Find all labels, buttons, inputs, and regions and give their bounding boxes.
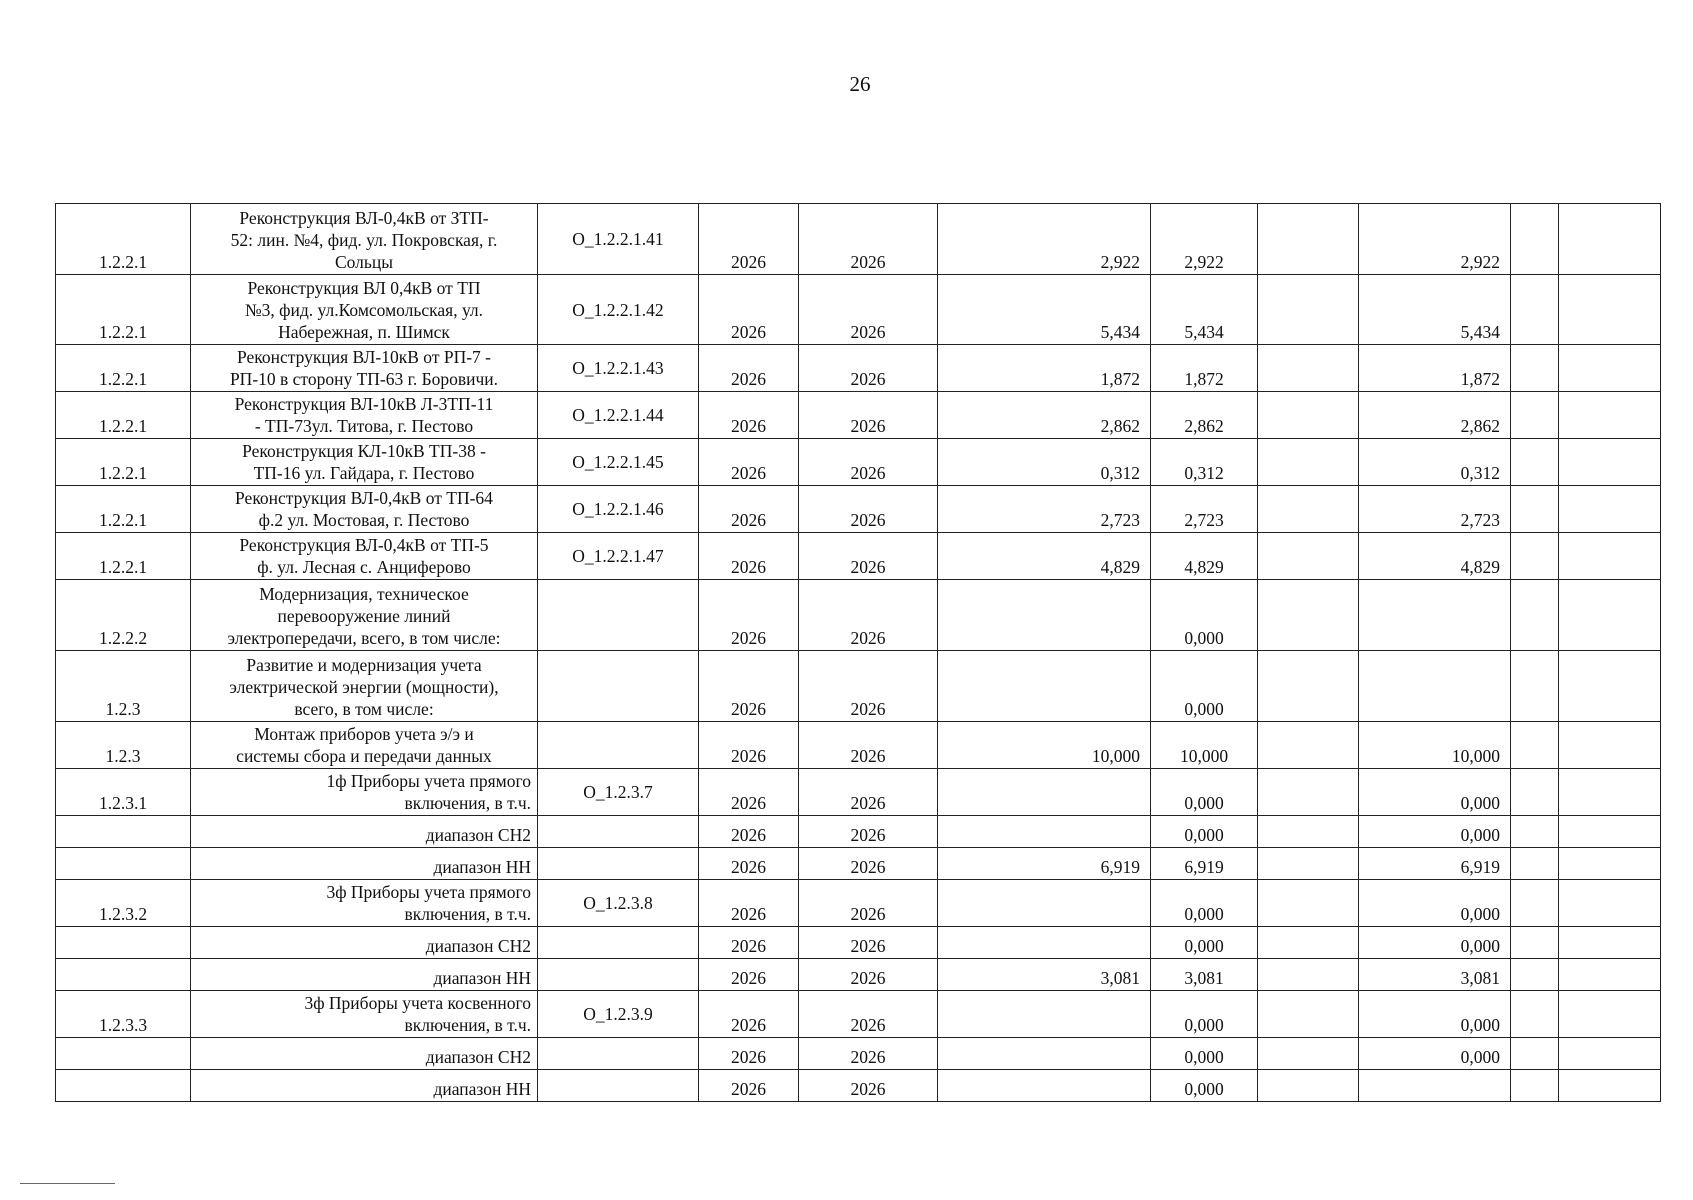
row-empty-1 [1511,580,1559,651]
row-empty-2 [1559,580,1661,651]
table-row [56,439,1661,486]
row-empty-2 [1559,880,1661,927]
row-code: 1.2.2.1 [56,486,191,533]
row-name: диапазон НН [191,1070,538,1102]
row-value-3 [1258,533,1359,580]
table-row [56,959,1661,991]
row-identifier: О_1.2.2.1.45 [538,439,699,486]
row-value-1 [938,580,1151,651]
row-value-1: 2,922 [938,204,1151,275]
row-value-4: 2,922 [1359,204,1511,275]
row-code: 1.2.2.1 [56,345,191,392]
row-empty-2 [1559,769,1661,816]
row-value-1: 1,872 [938,345,1151,392]
row-empty-1 [1511,1070,1559,1102]
row-start-year: 2026 [699,1038,799,1070]
row-end-year: 2026 [799,880,938,927]
row-value-2: 2,723 [1151,486,1258,533]
row-identifier: О_1.2.3.8 [538,880,699,927]
row-value-2: 4,829 [1151,533,1258,580]
row-end-year: 2026 [799,1038,938,1070]
row-code: 1.2.2.1 [56,533,191,580]
row-name: Реконструкция ВЛ-0,4кВ от ЗТП- 52: лин. №4, фид. ул. Покровская, г. Сольцы [191,204,538,275]
row-value-4 [1359,651,1511,722]
row-value-3 [1258,1038,1359,1070]
row-value-1: 2,862 [938,392,1151,439]
table-row [56,1070,1661,1102]
row-value-2: 2,922 [1151,204,1258,275]
row-value-3 [1258,1070,1359,1102]
investment-table [55,203,1661,1102]
row-value-4: 0,312 [1359,439,1511,486]
row-value-2: 0,000 [1151,651,1258,722]
row-identifier [538,580,699,651]
row-value-1: 4,829 [938,533,1151,580]
row-value-2: 0,000 [1151,769,1258,816]
row-value-3 [1258,580,1359,651]
table-row [56,580,1661,651]
row-value-2: 5,434 [1151,275,1258,345]
row-value-3 [1258,991,1359,1038]
row-start-year: 2026 [699,848,799,880]
row-end-year: 2026 [799,486,938,533]
row-name: диапазон НН [191,848,538,880]
row-start-year: 2026 [699,722,799,769]
row-start-year: 2026 [699,1070,799,1102]
row-code [56,1070,191,1102]
row-empty-2 [1559,848,1661,880]
row-code: 1.2.3 [56,651,191,722]
row-end-year: 2026 [799,275,938,345]
row-end-year: 2026 [799,392,938,439]
row-value-3 [1258,651,1359,722]
row-end-year: 2026 [799,848,938,880]
row-value-1 [938,880,1151,927]
row-code: 1.2.3.2 [56,880,191,927]
row-end-year: 2026 [799,580,938,651]
row-empty-1 [1511,769,1559,816]
row-empty-1 [1511,533,1559,580]
row-name: диапазон СН2 [191,1038,538,1070]
row-value-4: 10,000 [1359,722,1511,769]
row-empty-1 [1511,204,1559,275]
row-name: Реконструкция КЛ-10кВ ТП-38 - ТП-16 ул. Гайдара, г. Пестово [191,439,538,486]
row-code [56,927,191,959]
row-value-1 [938,816,1151,848]
row-empty-1 [1511,722,1559,769]
table-row [56,1038,1661,1070]
row-value-4: 6,919 [1359,848,1511,880]
row-value-2: 0,000 [1151,816,1258,848]
row-value-3 [1258,204,1359,275]
row-value-4: 2,862 [1359,392,1511,439]
row-value-4: 0,000 [1359,769,1511,816]
row-value-2: 1,872 [1151,345,1258,392]
row-empty-2 [1559,651,1661,722]
row-empty-2 [1559,533,1661,580]
row-end-year: 2026 [799,204,938,275]
row-identifier [538,1038,699,1070]
row-end-year: 2026 [799,651,938,722]
row-end-year: 2026 [799,345,938,392]
row-value-2: 0,000 [1151,1038,1258,1070]
row-end-year: 2026 [799,816,938,848]
row-empty-1 [1511,439,1559,486]
row-value-3 [1258,439,1359,486]
row-value-1: 2,723 [938,486,1151,533]
row-empty-2 [1559,204,1661,275]
row-value-1 [938,769,1151,816]
row-empty-2 [1559,392,1661,439]
row-empty-2 [1559,959,1661,991]
table-row [56,927,1661,959]
row-value-2: 0,000 [1151,880,1258,927]
row-name: Реконструкция ВЛ 0,4кВ от ТП №3, фид. ул.Комсомольская, ул. Набережная, п. Шимск [191,275,538,345]
table-row [56,651,1661,722]
row-empty-1 [1511,275,1559,345]
row-value-2: 6,919 [1151,848,1258,880]
row-code: 1.2.2.2 [56,580,191,651]
row-value-3 [1258,392,1359,439]
row-value-4: 3,081 [1359,959,1511,991]
row-empty-2 [1559,816,1661,848]
row-value-3 [1258,927,1359,959]
row-empty-2 [1559,1038,1661,1070]
row-name: Развитие и модернизация учета электрической энергии (мощности), всего, в том числе: [191,651,538,722]
table-row [56,816,1661,848]
row-end-year: 2026 [799,927,938,959]
row-empty-2 [1559,275,1661,345]
row-value-2: 0,312 [1151,439,1258,486]
row-name: Монтаж приборов учета э/э и системы сбора и передачи данных [191,722,538,769]
row-value-3 [1258,816,1359,848]
row-start-year: 2026 [699,345,799,392]
row-identifier: О_1.2.3.9 [538,991,699,1038]
row-end-year: 2026 [799,533,938,580]
row-start-year: 2026 [699,651,799,722]
row-value-1 [938,927,1151,959]
row-value-4: 0,000 [1359,816,1511,848]
row-end-year: 2026 [799,769,938,816]
row-value-2: 3,081 [1151,959,1258,991]
row-value-3 [1258,275,1359,345]
table-row [56,769,1661,816]
row-value-3 [1258,959,1359,991]
row-empty-1 [1511,816,1559,848]
row-code: 1.2.2.1 [56,275,191,345]
row-start-year: 2026 [699,392,799,439]
row-code: 1.2.2.1 [56,204,191,275]
row-code: 1.2.2.1 [56,392,191,439]
row-value-4: 4,829 [1359,533,1511,580]
row-start-year: 2026 [699,580,799,651]
row-name: 3ф Приборы учета прямого включения, в т.ч. [191,880,538,927]
row-empty-1 [1511,848,1559,880]
row-name: диапазон НН [191,959,538,991]
table-row [56,848,1661,880]
row-value-3 [1258,880,1359,927]
row-value-4: 0,000 [1359,880,1511,927]
row-empty-1 [1511,651,1559,722]
row-value-2: 0,000 [1151,580,1258,651]
row-value-1: 0,312 [938,439,1151,486]
row-start-year: 2026 [699,991,799,1038]
row-code [56,959,191,991]
row-end-year: 2026 [799,991,938,1038]
table-row [56,880,1661,927]
row-end-year: 2026 [799,959,938,991]
row-value-4: 0,000 [1359,1038,1511,1070]
row-start-year: 2026 [699,486,799,533]
row-value-4: 0,000 [1359,991,1511,1038]
row-value-1: 3,081 [938,959,1151,991]
row-code [56,816,191,848]
row-value-1: 10,000 [938,722,1151,769]
row-empty-1 [1511,991,1559,1038]
row-identifier: О_1.2.2.1.42 [538,275,699,345]
row-empty-2 [1559,927,1661,959]
row-value-2: 10,000 [1151,722,1258,769]
row-value-3 [1258,769,1359,816]
row-value-1: 5,434 [938,275,1151,345]
row-empty-1 [1511,880,1559,927]
row-identifier: О_1.2.2.1.44 [538,392,699,439]
row-empty-2 [1559,1070,1661,1102]
table-row [56,204,1661,275]
row-value-4: 0,000 [1359,927,1511,959]
footnote-rule [20,1183,115,1184]
row-value-1: 6,919 [938,848,1151,880]
row-name: 1ф Приборы учета прямого включения, в т.ч. [191,769,538,816]
row-end-year: 2026 [799,1070,938,1102]
row-name: Реконструкция ВЛ-0,4кВ от ТП-5 ф. ул. Лесная с. Анциферово [191,533,538,580]
row-value-3 [1258,486,1359,533]
row-value-4 [1359,1070,1511,1102]
row-empty-1 [1511,959,1559,991]
row-name: Модернизация, техническое перевооружение линий электропередачи, всего, в том числе: [191,580,538,651]
table-row [56,345,1661,392]
row-value-4: 5,434 [1359,275,1511,345]
row-start-year: 2026 [699,204,799,275]
table-row [56,533,1661,580]
row-name: Реконструкция ВЛ-10кВ от РП-7 - РП-10 в сторону ТП-63 г. Боровичи. [191,345,538,392]
row-start-year: 2026 [699,816,799,848]
row-start-year: 2026 [699,959,799,991]
row-identifier [538,959,699,991]
row-code [56,848,191,880]
row-code: 1.2.3.1 [56,769,191,816]
table-row [56,486,1661,533]
row-start-year: 2026 [699,275,799,345]
row-empty-1 [1511,1038,1559,1070]
page-number: 26 [849,72,871,96]
row-code [56,1038,191,1070]
row-identifier: О_1.2.2.1.41 [538,204,699,275]
row-name: Реконструкция ВЛ-0,4кВ от ТП-64 ф.2 ул. Мостовая, г. Пестово [191,486,538,533]
row-empty-1 [1511,486,1559,533]
row-identifier: О_1.2.2.1.46 [538,486,699,533]
row-value-2: 0,000 [1151,927,1258,959]
row-empty-2 [1559,486,1661,533]
row-value-1 [938,651,1151,722]
table-row [56,722,1661,769]
row-identifier [538,722,699,769]
row-start-year: 2026 [699,439,799,486]
row-value-3 [1258,722,1359,769]
row-start-year: 2026 [699,927,799,959]
row-empty-1 [1511,345,1559,392]
row-value-1 [938,1038,1151,1070]
row-name: 3ф Приборы учета косвенного включения, в т.ч. [191,991,538,1038]
row-identifier [538,651,699,722]
row-name: Реконструкция ВЛ-10кВ Л-3ТП-11 - ТП-73ул. Титова, г. Пестово [191,392,538,439]
row-identifier [538,927,699,959]
row-value-4 [1359,580,1511,651]
row-start-year: 2026 [699,769,799,816]
table-row [56,392,1661,439]
row-empty-2 [1559,345,1661,392]
row-value-2: 2,862 [1151,392,1258,439]
row-code: 1.2.2.1 [56,439,191,486]
row-value-2: 0,000 [1151,1070,1258,1102]
table-row [56,991,1661,1038]
row-value-4: 2,723 [1359,486,1511,533]
row-empty-1 [1511,927,1559,959]
row-end-year: 2026 [799,439,938,486]
row-value-4: 1,872 [1359,345,1511,392]
row-identifier: О_1.2.3.7 [538,769,699,816]
row-identifier [538,848,699,880]
table-row [56,275,1661,345]
row-empty-2 [1559,439,1661,486]
row-end-year: 2026 [799,722,938,769]
row-empty-2 [1559,722,1661,769]
row-value-1 [938,1070,1151,1102]
row-value-2: 0,000 [1151,991,1258,1038]
row-identifier [538,816,699,848]
row-value-3 [1258,345,1359,392]
row-identifier: О_1.2.2.1.43 [538,345,699,392]
row-name: диапазон СН2 [191,927,538,959]
row-start-year: 2026 [699,533,799,580]
row-code: 1.2.3.3 [56,991,191,1038]
row-identifier [538,1070,699,1102]
row-start-year: 2026 [699,880,799,927]
row-empty-1 [1511,392,1559,439]
row-value-1 [938,991,1151,1038]
row-code: 1.2.3 [56,722,191,769]
row-empty-2 [1559,991,1661,1038]
row-name: диапазон СН2 [191,816,538,848]
row-value-3 [1258,848,1359,880]
row-identifier: О_1.2.2.1.47 [538,533,699,580]
